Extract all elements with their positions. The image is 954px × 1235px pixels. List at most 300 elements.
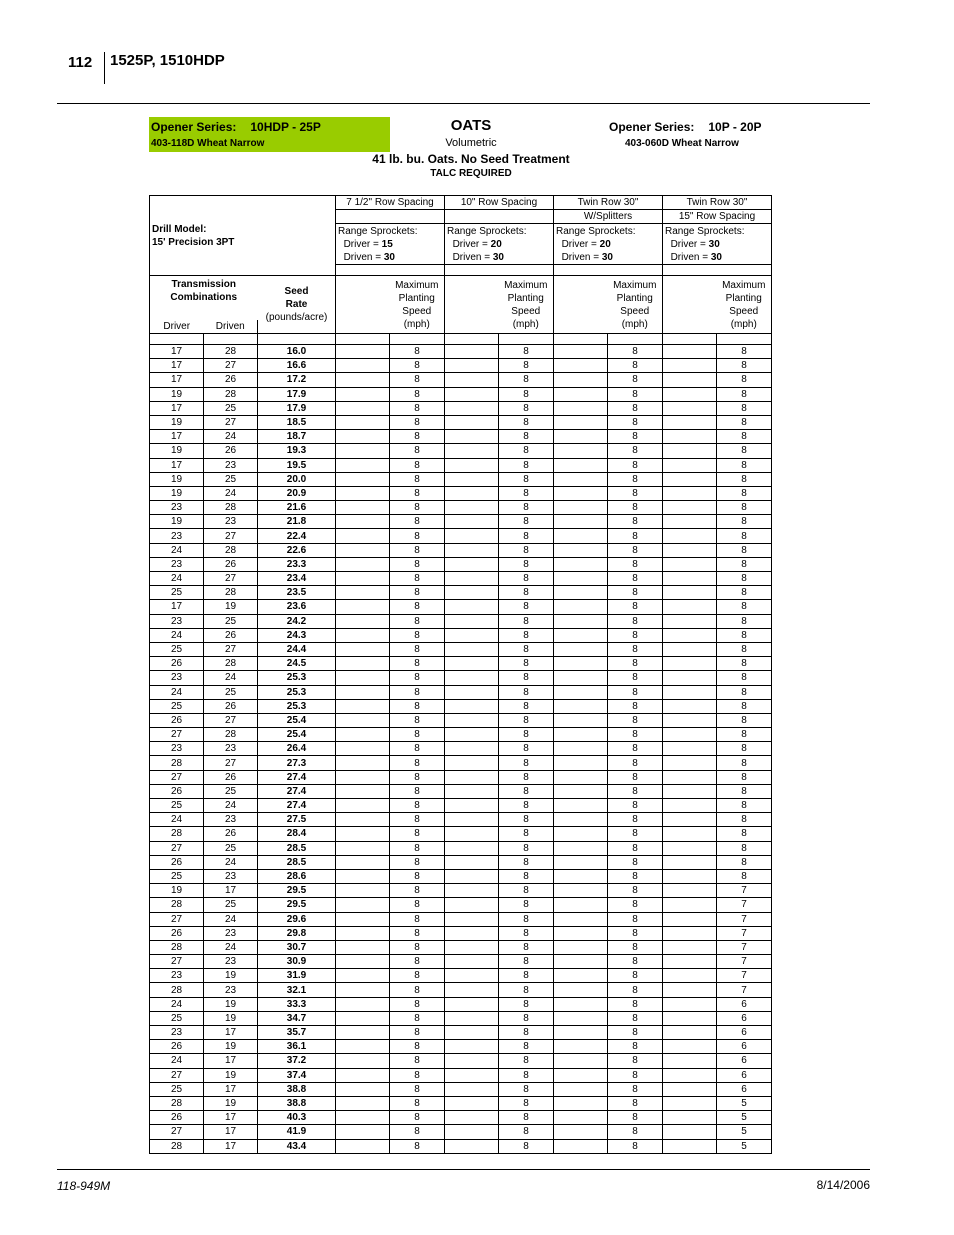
speed-cell: 8: [608, 345, 663, 359]
speed-cell: 8: [499, 1139, 554, 1153]
seed-rate-cell: 25.3: [258, 671, 336, 685]
driver-cell: 28: [150, 756, 204, 770]
blank-cell: [336, 671, 390, 685]
blank-cell: [445, 557, 499, 571]
seed-rate-cell: 18.5: [258, 415, 336, 429]
blank-cell: [663, 1068, 717, 1082]
blank-cell: [554, 855, 608, 869]
speed-cell: 8: [499, 997, 554, 1011]
driver-cell: 23: [150, 742, 204, 756]
speed-cell: 8: [717, 756, 772, 770]
drill-model-label: Drill Model:: [152, 223, 207, 235]
speed-cell: 8: [717, 628, 772, 642]
speed-cell: 8: [717, 458, 772, 472]
sprocket-driver: Driver = 30: [670, 238, 720, 250]
speed-cell: 8: [390, 685, 445, 699]
driven-cell: 19: [204, 997, 258, 1011]
blank-cell: [663, 628, 717, 642]
sprocket-label: Range Sprockets:: [338, 225, 418, 237]
blank-cell: [336, 742, 390, 756]
speed-cell: 8: [390, 884, 445, 898]
blank-cell: [663, 614, 717, 628]
speed-cell: 8: [390, 628, 445, 642]
seed-rate-cell: 23.6: [258, 600, 336, 614]
speed-cell: 8: [717, 572, 772, 586]
blank-cell: [445, 415, 499, 429]
speed-cell: 8: [608, 869, 663, 883]
speed-cell: 8: [717, 657, 772, 671]
seed-rate-cell: 28.5: [258, 841, 336, 855]
driven-cell: 26: [204, 827, 258, 841]
driver-cell: 17: [150, 600, 204, 614]
blank-cell: [445, 373, 499, 387]
blank-cell: [336, 685, 390, 699]
driver-cell: 17: [150, 359, 204, 373]
driver-cell: 17: [150, 401, 204, 415]
driven-cell: 27: [204, 713, 258, 727]
right-opener-part: 403-060D Wheat Narrow: [625, 138, 739, 149]
max-speed-header-3: Maximum Planting Speed (mph): [608, 276, 663, 334]
blank-cell: [445, 983, 499, 997]
driver-cell: 19: [150, 444, 204, 458]
blank-cell: [336, 983, 390, 997]
blank-cell: [554, 642, 608, 656]
speed-cell: 8: [608, 1040, 663, 1054]
speed-cell: 8: [499, 614, 554, 628]
table-row: [150, 855, 772, 869]
table-row: [150, 586, 772, 600]
blank-cell: [336, 458, 390, 472]
seed-rate-cell: 34.7: [258, 1011, 336, 1025]
blank-cell: [554, 969, 608, 983]
speed-cell: 8: [390, 642, 445, 656]
driven-cell: 19: [204, 1011, 258, 1025]
table-row: [150, 983, 772, 997]
speed-cell: 8: [499, 699, 554, 713]
speed-cell: 8: [390, 1026, 445, 1040]
speed-cell: 8: [390, 955, 445, 969]
driven-cell: 28: [204, 657, 258, 671]
driven-cell: 25: [204, 614, 258, 628]
speed-cell: 8: [499, 912, 554, 926]
blank-cell: [445, 458, 499, 472]
table-row: [150, 458, 772, 472]
blank-cell: [445, 628, 499, 642]
sprocket-label: Range Sprockets:: [556, 225, 636, 237]
blank-cell: [554, 444, 608, 458]
drill-model-value: 15' Precision 3PT: [152, 236, 235, 248]
speed-cell: 8: [499, 728, 554, 742]
driver-cell: 19: [150, 515, 204, 529]
driver-cell: 23: [150, 969, 204, 983]
blank-cell: [554, 742, 608, 756]
table-row: [150, 345, 772, 359]
blank-cell: [663, 515, 717, 529]
blank-cell: [554, 1082, 608, 1096]
blank-cell: [445, 501, 499, 515]
blank-cell: [554, 898, 608, 912]
max-speed-header-1: Maximum Planting Speed (mph): [390, 276, 445, 334]
blank-cell: [554, 713, 608, 727]
driver-cell: 17: [150, 458, 204, 472]
driven-cell: 25: [204, 841, 258, 855]
table-row: [150, 359, 772, 373]
blank-cell: [663, 912, 717, 926]
speed-cell: 8: [608, 600, 663, 614]
speed-cell: 8: [717, 770, 772, 784]
speed-cell: 8: [390, 600, 445, 614]
seed-rate-cell: 27.4: [258, 799, 336, 813]
driven-cell: 19: [204, 1068, 258, 1082]
seed-rate-cell: 16.0: [258, 345, 336, 359]
driver-cell: 19: [150, 884, 204, 898]
left-opener-label: Opener Series:: [151, 120, 237, 134]
speed-cell: 8: [390, 515, 445, 529]
speed-cell: 8: [390, 671, 445, 685]
blank-cell: [554, 955, 608, 969]
blank-cell: [445, 869, 499, 883]
table-row: [150, 515, 772, 529]
driven-cell: 27: [204, 756, 258, 770]
table-row: [150, 955, 772, 969]
speed-cell: 8: [608, 884, 663, 898]
driver-cell: 24: [150, 997, 204, 1011]
driver-cell: 24: [150, 628, 204, 642]
driven-cell: 17: [204, 1082, 258, 1096]
blank-cell: [445, 387, 499, 401]
speed-cell: 8: [717, 345, 772, 359]
seed-rate-cell: 27.4: [258, 784, 336, 798]
blank-cell: [554, 572, 608, 586]
speed-cell: 8: [608, 359, 663, 373]
seed-rate-cell: 21.6: [258, 501, 336, 515]
driven-cell: 24: [204, 912, 258, 926]
blank-cell: [663, 983, 717, 997]
speed-cell: 8: [717, 401, 772, 415]
blank-cell: [445, 955, 499, 969]
table-row: [150, 1139, 772, 1153]
right-opener-value: 10P - 20P: [708, 120, 762, 134]
speed-cell: 8: [499, 784, 554, 798]
blank-cell: [336, 657, 390, 671]
table-row: [150, 1040, 772, 1054]
left-opener-value: 10HDP - 25P: [250, 120, 321, 134]
range-sprockets-1: [336, 224, 445, 265]
driven-cell: 25: [204, 784, 258, 798]
sprocket-driver: Driver = 15: [343, 238, 393, 250]
speed-cell: 8: [390, 713, 445, 727]
driver-cell: 26: [150, 784, 204, 798]
driver-cell: 24: [150, 1054, 204, 1068]
speed-cell: 8: [608, 699, 663, 713]
speed-cell: 8: [390, 997, 445, 1011]
blank-cell: [554, 586, 608, 600]
speed-cell: 8: [717, 501, 772, 515]
driven-cell: 27: [204, 572, 258, 586]
speed-cell: 8: [390, 1125, 445, 1139]
speed-cell: 8: [390, 1096, 445, 1110]
blank-cell: [554, 1068, 608, 1082]
speed-cell: 7: [717, 912, 772, 926]
speed-cell: 8: [717, 359, 772, 373]
seed-rate-cell: 23.5: [258, 586, 336, 600]
blank-cell: [445, 657, 499, 671]
driver-cell: 23: [150, 529, 204, 543]
blank-cell: [336, 1096, 390, 1110]
right-opener-series: [609, 120, 762, 134]
blank-cell: [336, 501, 390, 515]
blank-cell: [336, 401, 390, 415]
table-row: [150, 486, 772, 500]
driver-cell: 26: [150, 926, 204, 940]
speed-cell: 7: [717, 898, 772, 912]
speed-cell: 8: [390, 1040, 445, 1054]
speed-cell: 8: [499, 685, 554, 699]
blank-cell: [663, 1054, 717, 1068]
speed-cell: 8: [390, 1111, 445, 1125]
seed-rate-cell: 20.9: [258, 486, 336, 500]
speed-cell: 8: [499, 600, 554, 614]
spacing-header-1: 7 1/2" Row Spacing: [336, 196, 445, 210]
speed-cell: 8: [608, 1011, 663, 1025]
blank-cell: [554, 401, 608, 415]
blank-cell: [336, 912, 390, 926]
speed-cell: 8: [390, 742, 445, 756]
sprocket-label: Range Sprockets:: [665, 225, 745, 237]
seed-rate-cell: 25.4: [258, 728, 336, 742]
speed-cell: 8: [608, 614, 663, 628]
speed-cell: 8: [499, 742, 554, 756]
blank-cell: [554, 827, 608, 841]
driven-cell: 25: [204, 401, 258, 415]
blank-cell: [554, 884, 608, 898]
speed-cell: 8: [717, 855, 772, 869]
blank-cell: [445, 742, 499, 756]
blank-cell: [554, 940, 608, 954]
spacing-sub-2: [445, 210, 554, 224]
speed-cell: 8: [390, 373, 445, 387]
blank-cell: [663, 1111, 717, 1125]
driven-cell: 28: [204, 387, 258, 401]
speed-cell: 8: [608, 955, 663, 969]
table-row: [150, 373, 772, 387]
speed-cell: 8: [499, 1054, 554, 1068]
blank-cell: [336, 699, 390, 713]
driven-cell: 25: [204, 898, 258, 912]
table-row: [150, 543, 772, 557]
blank-cell: [445, 600, 499, 614]
table-row: [150, 387, 772, 401]
speed-cell: 8: [390, 841, 445, 855]
blank-cell: [554, 1125, 608, 1139]
seed-rate-cell: 28.6: [258, 869, 336, 883]
driver-cell: 19: [150, 486, 204, 500]
blank-cell: [445, 1096, 499, 1110]
blank-cell: [445, 444, 499, 458]
speed-cell: 6: [717, 1082, 772, 1096]
driver-cell: 27: [150, 841, 204, 855]
blank-cell: [336, 515, 390, 529]
header-divider: [104, 52, 105, 84]
speed-cell: 8: [499, 799, 554, 813]
seed-rate-cell: 29.5: [258, 884, 336, 898]
blank-cell: [663, 486, 717, 500]
seed-rate-cell: 37.4: [258, 1068, 336, 1082]
blank-cell: [336, 841, 390, 855]
blank-cell: [445, 543, 499, 557]
table-row: [150, 685, 772, 699]
seed-rate-cell: 23.4: [258, 572, 336, 586]
blank-cell: [445, 486, 499, 500]
seed-rate-cell: 28.4: [258, 827, 336, 841]
blank-cell: [554, 345, 608, 359]
speed-cell: 8: [499, 345, 554, 359]
seed-rate-cell: 41.9: [258, 1125, 336, 1139]
speed-cell: 8: [717, 799, 772, 813]
speed-cell: 8: [608, 813, 663, 827]
speed-cell: 8: [608, 458, 663, 472]
blank-cell: [336, 884, 390, 898]
speed-cell: 8: [608, 501, 663, 515]
speed-cell: 6: [717, 1054, 772, 1068]
driven-cell: 27: [204, 415, 258, 429]
driven-cell: 26: [204, 557, 258, 571]
speed-cell: 8: [608, 430, 663, 444]
blank-cell: [554, 813, 608, 827]
seed-rate-cell: 38.8: [258, 1096, 336, 1110]
speed-cell: 8: [608, 855, 663, 869]
blank-cell: [663, 444, 717, 458]
blank-cell: [336, 827, 390, 841]
speed-cell: 8: [499, 472, 554, 486]
blank-cell: [554, 728, 608, 742]
speed-cell: 8: [717, 841, 772, 855]
blank-cell: [445, 799, 499, 813]
speed-cell: 7: [717, 969, 772, 983]
speed-cell: 8: [499, 1026, 554, 1040]
seed-rate-cell: 25.4: [258, 713, 336, 727]
driver-cell: 27: [150, 1068, 204, 1082]
speed-cell: 8: [608, 515, 663, 529]
speed-cell: 8: [499, 572, 554, 586]
blank-cell: [445, 586, 499, 600]
doc-number: 118-949M: [57, 1179, 111, 1193]
blank-cell: [336, 387, 390, 401]
table-row: [150, 912, 772, 926]
blank-cell: [663, 387, 717, 401]
speed-cell: 8: [608, 586, 663, 600]
speed-cell: 8: [717, 685, 772, 699]
spacing-header-2: 10" Row Spacing: [445, 196, 554, 210]
blank-cell: [663, 813, 717, 827]
max-speed-header-2: Maximum Planting Speed (mph): [499, 276, 554, 334]
sprocket-label: Range Sprockets:: [447, 225, 527, 237]
blank-cell: [663, 855, 717, 869]
speed-cell: 8: [608, 387, 663, 401]
blank-cell: [336, 969, 390, 983]
speed-cell: 7: [717, 884, 772, 898]
spacing-sub-1: [336, 210, 445, 224]
driven-cell: 25: [204, 472, 258, 486]
speed-cell: 8: [608, 557, 663, 571]
blank-cell: [554, 799, 608, 813]
blank-cell: [554, 359, 608, 373]
blank-cell: [445, 401, 499, 415]
blank-cell: [663, 884, 717, 898]
speed-cell: 8: [499, 1082, 554, 1096]
meter-type: Volumetric: [445, 137, 497, 149]
blank-cell: [445, 1111, 499, 1125]
speed-cell: 8: [390, 969, 445, 983]
driven-cell: 17: [204, 1125, 258, 1139]
driver-cell: 19: [150, 472, 204, 486]
driver-cell: 24: [150, 685, 204, 699]
driver-cell: 28: [150, 1096, 204, 1110]
blank-cell: [336, 614, 390, 628]
speed-cell: 8: [608, 997, 663, 1011]
blank-cell: [663, 671, 717, 685]
seed-rate-cell: 27.3: [258, 756, 336, 770]
speed-cell: 8: [608, 642, 663, 656]
driver-cell: 27: [150, 770, 204, 784]
driver-cell: 23: [150, 557, 204, 571]
speed-cell: 8: [390, 1068, 445, 1082]
driven-cell: 24: [204, 799, 258, 813]
seed-rate-cell: 33.3: [258, 997, 336, 1011]
speed-cell: 8: [390, 770, 445, 784]
speed-cell: 8: [390, 869, 445, 883]
blank-cell: [336, 855, 390, 869]
driver-cell: 26: [150, 1111, 204, 1125]
blank-cell: [554, 387, 608, 401]
blank-cell: [554, 1040, 608, 1054]
blank-cell: [336, 1011, 390, 1025]
drill-model-cell: [150, 196, 336, 276]
blank-cell: [336, 1040, 390, 1054]
driven-cell: 27: [204, 529, 258, 543]
speed-cell: 8: [717, 557, 772, 571]
spacing-header-3: Twin Row 30": [554, 196, 663, 210]
blank-cell: [336, 997, 390, 1011]
blank-cell: [663, 1082, 717, 1096]
speed-cell: 8: [499, 458, 554, 472]
speed-cell: 8: [499, 430, 554, 444]
blank-cell: [554, 699, 608, 713]
spacing-header-4: Twin Row 30": [663, 196, 772, 210]
speed-cell: 8: [390, 359, 445, 373]
blank-cell: [663, 572, 717, 586]
blank-cell: [336, 1111, 390, 1125]
blank-cell: [554, 1139, 608, 1153]
seed-rate-cell: 24.2: [258, 614, 336, 628]
driver-cell: 23: [150, 1026, 204, 1040]
speed-cell: 8: [608, 1139, 663, 1153]
seed-rate-cell: 38.8: [258, 1082, 336, 1096]
table-row: [150, 1111, 772, 1125]
speed-cell: 8: [390, 756, 445, 770]
sprocket-driven: Driven = 30: [452, 251, 504, 263]
speed-cell: 8: [390, 572, 445, 586]
driver-cell: 23: [150, 501, 204, 515]
speed-cell: 8: [499, 884, 554, 898]
speed-cell: 8: [499, 713, 554, 727]
driven-cell: 23: [204, 955, 258, 969]
driven-cell: 17: [204, 884, 258, 898]
blank-cell: [445, 572, 499, 586]
blank-cell: [336, 1125, 390, 1139]
blank-cell: [554, 784, 608, 798]
blank-cell: [445, 671, 499, 685]
